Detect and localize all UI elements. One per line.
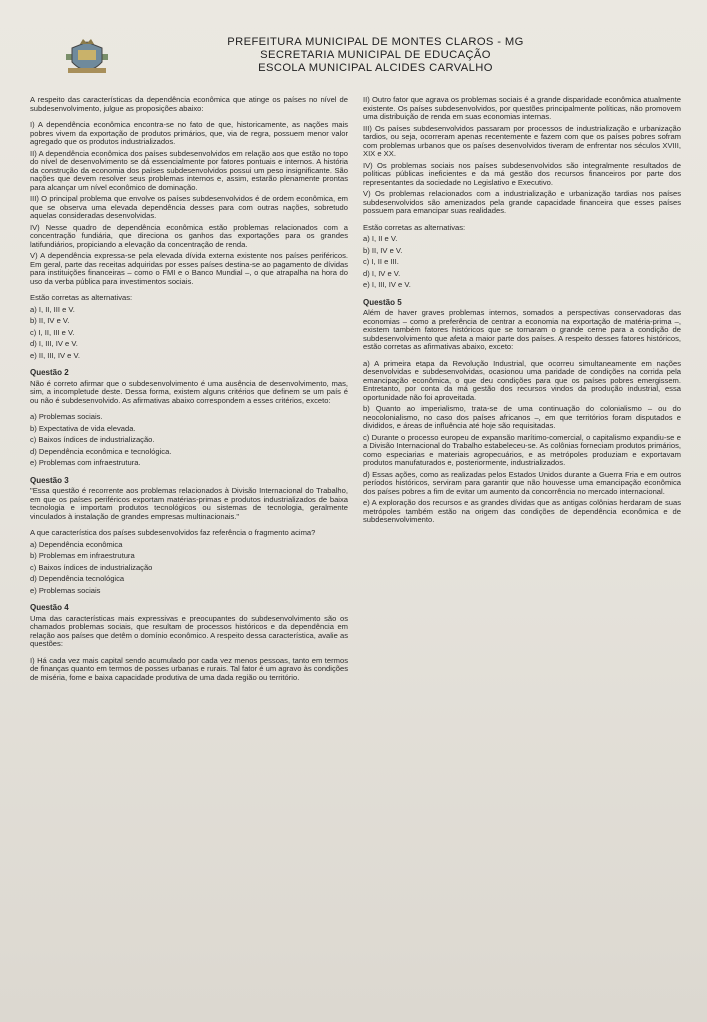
q5-option-c[interactable]: c) Durante o processo europeu de expansão marítimo-comercial, o capitalismo expandiu-se e a Divisão Internacional do Trabalho estabeleceu-se. As colônias forneciam produtos primários, como especiarias e materiais agropecuários, e as metrópoles produziam e exportavam produtos manufaturados e, posteriormente, industrializados.: [363, 432, 681, 467]
q4-stem: Estão corretas as alternativas:: [363, 222, 466, 232]
q4-option-b[interactable]: b) II, IV e V.: [363, 245, 403, 255]
q5-option-d[interactable]: d) Essas ações, como as realizadas pelos Estados Unidos durante a Guerra Fria e em outros períodos históricos, serviram para garantir que não houvesse uma emancipação econômica dos países pobres a fim de evitar um aumento da concorrência no mercado internacional.: [363, 469, 681, 496]
header-secretaria: SECRETARIA MUNICIPAL DE EDUCAÇÃO: [260, 49, 491, 61]
header: [30, 36, 681, 86]
q3-option-b[interactable]: b) Problemas em infraestrutura: [30, 551, 135, 560]
left-column: [30, 96, 348, 685]
q4-item-2: II) Outro fator que agrava os problemas sociais é a grande disparidade econômica atualmente existente. Os países subdesenvolvidos, por questões principalmente políticas, não promovem uma distribuição de renda em suas economias internas.: [363, 95, 681, 121]
q1-option-c[interactable]: c) I, II, III e V.: [30, 327, 75, 337]
q4-option-e[interactable]: e) I, III, IV e V.: [363, 280, 411, 289]
q1-item-5: V) A dependência expressa-se pela elevada dívida externa existente nos países periféricos. Em geral, parte das receitas adquiridas por esses países destina-se ao pagamento de dívidas para instituições financeiras – como o FMI e o Banco Mundial –, o que atrapalha na hora do uso da verba pública para investimentos sociais.: [30, 251, 348, 286]
q5-title: Questão 5: [363, 297, 402, 307]
q1-stem: Estão corretas as alternativas:: [30, 293, 133, 302]
q4-item-1: I) Há cada vez mais capital sendo acumulado por cada vez menos pessoas, tanto em termos de finanças quanto em termos de posses urbanas e rurais. Tal fator é um agravo às condições de miséria, fome e baixa capacidade produtiva de uma dada região ou território.: [30, 655, 348, 682]
q2-option-c[interactable]: c) Baixos índices de industrialização.: [30, 435, 155, 444]
q5-option-a[interactable]: a) A primeira etapa da Revolução Industrial, que ocorreu simultaneamente em nações desenvolvidas e subdesenvolvidas, ocasionou uma paridade de condições na corrida pela emancipação econômica, o que deu condições para que os países pobres emergissem. Entretanto, por conta da má gestão dos recursos vindos da produção industrial, essa oportunidade não foi aproveitada.: [363, 358, 681, 402]
q4-text: Uma das características mais expressivas e preocupantes do subdesenvolvimento são os chamados problemas sociais, que resultam de processos históricos e da dependência em relação aos países que detêm o domínio econômico. A respeito dessa característica, avalie as questões:: [30, 613, 348, 648]
q3-option-e[interactable]: e) Problemas sociais: [30, 585, 101, 595]
header-escola: ESCOLA MUNICIPAL ALCIDES CARVALHO: [258, 62, 493, 74]
header-prefeitura: PREFEITURA MUNICIPAL DE MONTES CLAROS - MG: [227, 36, 524, 48]
q4-option-c[interactable]: c) I, II e III.: [363, 257, 399, 266]
q3-quote: "Essa questão é recorrente aos problemas relacionados à Divisão Internacional do Trabalho, em que os países periféricos exportam matérias-primas e produtos industrializados de baixa tecnologia e importam produtos tecnológicos ou sistemas de tecnologia, geralmente vinculados à instalação de grandes empresas multinacionais.": [30, 486, 348, 521]
q4-option-a[interactable]: a) I, II e V.: [363, 234, 398, 243]
q1-intro: A respeito das características da dependência econômica que atinge os países no nível de subdesenvolvimento, julgue as proposições abaixo:: [30, 95, 348, 113]
q4-option-d[interactable]: d) I, IV e V.: [363, 268, 401, 278]
q4-item-3: III) Os países subdesenvolvidos passaram por processos de industrialização e urbanização tardios, ou seja, ocorreram apenas recentemente e fazem com que os países pobres sofram com problemas urbanos que os países desenvolvidos tiveram de enfrentar nos séculos XVIII, XIX e XX.: [363, 123, 681, 158]
q1-option-e[interactable]: e) II, III, IV e V.: [30, 350, 80, 360]
q3-option-d[interactable]: d) Dependência tecnológica: [30, 574, 125, 583]
q1-option-a[interactable]: a) I, II, III e V.: [30, 304, 75, 314]
municipal-coat-of-arms-icon: [64, 38, 110, 80]
q2-title: Questão 2: [30, 368, 69, 377]
q3-stem: A que característica dos países subdesenvolvidos faz referência o fragmento acima?: [30, 528, 316, 537]
q2-text: Não é correto afirmar que o subdesenvolvimento é uma ausência de desenvolvimento, mas, sim, a incompletude deste. Dessa forma, existem alguns critérios que definem se um país é ou não é subdesenvolvido. As afirmativas abaixo correspondem a esses critérios, exceto:: [30, 378, 348, 405]
q3-option-c[interactable]: c) Baixos índices de industrialização: [30, 562, 153, 572]
q3-title: Questão 3: [30, 475, 69, 485]
q5-option-e[interactable]: e) A exploração dos recursos e as grandes dívidas que as antigas colônias herdaram de suas metrópoles também estão na origem das condições de dependência econômica e de subdesenvolvimento.: [363, 498, 681, 524]
q2-option-d[interactable]: d) Dependência econômica e tecnológica.: [30, 446, 172, 456]
q4-item-5: V) Os problemas relacionados com a industrialização e urbanização tardias nos países subdesenvolvidos são amenizados pela grande capacidade financeira que esses países possuem para emancipar suas realidades.: [363, 189, 681, 215]
q5-option-b[interactable]: b) Quanto ao imperialismo, trata-se de uma continuação do colonialismo – ou do neocolonialismo, no caso dos países africanos –, em que territórios foram disputados e divididos, e áreas de influência até hoje são requisitadas.: [363, 404, 681, 430]
q4-title: Questão 4: [30, 603, 69, 612]
q2-option-e[interactable]: e) Problemas com infraestrutura.: [30, 458, 141, 467]
q1-item-4: IV) Nesse quadro de dependência econômica estão problemas relacionados com a concentração fundiária, que direciona os ganhos das exportações para os grandes latifundiários, propiciando a elevação da concentração de renda.: [30, 222, 348, 249]
q2-option-b[interactable]: b) Expectativa de vida elevada.: [30, 423, 136, 433]
q1-item-2: II) A dependência econômica dos países subdesenvolvidos em relação aos que estão no topo do nível de desenvolvimento se dá essencialmente por fatores pontuais e internos. A história da construção da economia dos países subdesenvolvidos possui um peso insignificante. São nações que devem resolver seus problemas internos e, assim, estarão plenamente prontas para alcançar um nível econômico de dominação.: [30, 148, 348, 192]
q2-option-a[interactable]: a) Problemas sociais.: [30, 412, 103, 421]
q3-option-a[interactable]: a) Dependência econômica: [30, 539, 123, 549]
q5-text: Além de haver graves problemas internos, somados a perspectivas conservadoras das economias – como a preferência de centrar a economia na exportação de matéria-prima –, existem também fatores históricos que se tornaram o grande cerne para a condição de subdesenvolvimento que afeta a maior parte dos países. A respeito desses fatores históricos, estão corretas as afirmativas abaixo, exceto:: [363, 308, 681, 351]
q1-item-1: I) A dependência econômica encontra-se no fato de que, historicamente, as nações mais pobres vivem da exportação de produtos primários, que, via de regra, possuem menor valor agregado que os produtos industrializados.: [30, 120, 348, 146]
q1-item-3: III) O principal problema que envolve os países subdesenvolvidos é de ordem econômica, em que se observa uma elevada dependência desses para com outras nações, sobretudo aquelas consideradas desenvolvidas.: [30, 194, 348, 220]
q4-item-4: IV) Os problemas sociais nos países subdesenvolvidos são integralmente resultados de políticas públicas ineficientes e da má gestão dos recursos financeiros por parte dos representantes da sociedade no Legislativo e Executivo.: [363, 160, 681, 187]
q1-option-d[interactable]: d) I, III, IV e V.: [30, 339, 78, 348]
right-column: [363, 96, 681, 685]
q1-option-b[interactable]: b) II, IV e V.: [30, 316, 70, 325]
